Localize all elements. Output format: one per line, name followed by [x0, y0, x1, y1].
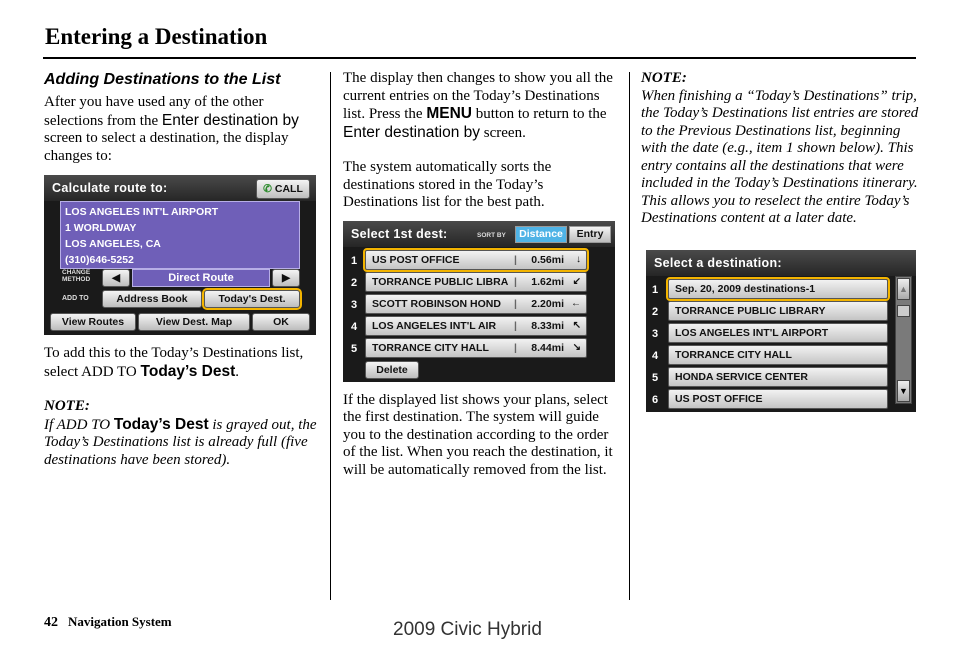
- text: .: [235, 363, 240, 380]
- screen-name: Enter destination by: [343, 123, 481, 141]
- call-label: CALL: [274, 183, 303, 195]
- scroll-thumb[interactable]: [897, 305, 910, 317]
- row-number: 6: [651, 393, 659, 406]
- column-1: [44, 70, 320, 469]
- column-2: [343, 70, 621, 479]
- sort-by-label: SORT BY: [477, 231, 506, 239]
- list-item-distance: 8.44mi: [531, 341, 564, 354]
- spacer: [343, 142, 621, 159]
- direction-arrow-icon: ↙: [572, 275, 581, 287]
- right-arrow-button[interactable]: [272, 269, 300, 287]
- page-title: Entering a Destination: [45, 24, 268, 49]
- button-name: Today’s Dest: [140, 362, 236, 380]
- text: screen.: [480, 124, 526, 141]
- change-method-label: [62, 269, 90, 283]
- list-item-name: TORRANCE CITY HALL: [372, 341, 489, 354]
- screen-title: Select a destination:: [646, 250, 916, 276]
- spacer: [44, 381, 320, 398]
- tab-distance[interactable]: Distance: [515, 226, 567, 243]
- direction-arrow-icon: ↘: [572, 341, 581, 353]
- address-line: LOS ANGELES INT'L AIRPORT: [65, 206, 219, 218]
- list-item[interactable]: TORRANCE PUBLIC LIBRARY: [668, 301, 888, 321]
- button-name: MENU: [426, 105, 472, 122]
- list-item-name: TORRANCE PUBLIC LIBRA: [372, 275, 509, 288]
- list-item-distance: 1.62mi: [531, 275, 564, 288]
- todays-dest-button[interactable]: Today's Dest.: [204, 290, 300, 308]
- list-item[interactable]: [365, 250, 587, 270]
- screen-title: Calculate route to:: [44, 175, 316, 201]
- direction-arrow-icon: ←: [571, 297, 581, 309]
- text: After you have used any of the other selections from the: [44, 94, 264, 129]
- row-number: 4: [350, 320, 358, 333]
- screen-name: Enter destination by: [161, 111, 299, 129]
- view-dest-map-button[interactable]: View Dest. Map: [138, 313, 250, 331]
- button-name: Today’s Dest: [113, 415, 209, 433]
- list-item[interactable]: US POST OFFICE: [668, 389, 888, 409]
- tab-entry[interactable]: Entry: [569, 226, 611, 243]
- screen-title: Select 1st dest:: [343, 221, 615, 247]
- list-item[interactable]: HONDA SERVICE CENTER: [668, 367, 888, 387]
- row-number: 5: [651, 371, 659, 384]
- row-number: 1: [651, 283, 659, 296]
- list-item[interactable]: [365, 272, 587, 292]
- list-item[interactable]: [365, 316, 587, 336]
- phone-icon: ✆: [263, 183, 272, 195]
- text: is grayed out, the Today’s Destinations list is already full (five destinations have been stored).: [44, 416, 317, 468]
- right-triangle-icon: ▶: [281, 272, 291, 284]
- add-paragraph: [44, 345, 320, 381]
- separator-icon: |: [514, 275, 517, 288]
- row-number: 1: [350, 254, 358, 267]
- label-line: CHANGE: [62, 269, 91, 276]
- row-number: 4: [651, 349, 659, 362]
- list-item-distance: 2.20mi: [531, 297, 564, 310]
- delete-button[interactable]: Delete: [365, 361, 419, 379]
- page-footer: [44, 614, 172, 631]
- add-to-label: ADD TO: [62, 295, 89, 302]
- separator-icon: |: [514, 341, 517, 354]
- list-item[interactable]: LOS ANGELES INT'L AIRPORT: [668, 323, 888, 343]
- row-number: 3: [350, 298, 358, 311]
- row-number: 3: [651, 327, 659, 340]
- row-number: 2: [350, 276, 358, 289]
- address-book-button[interactable]: Address Book: [102, 290, 202, 308]
- list-item[interactable]: Sep. 20, 2009 destinations-1: [668, 279, 888, 299]
- select-paragraph: If the displayed list shows your plans, select the first destination. The system will guide you to the destination according to the order of the list. When you reach the destination, it will be automatically removed from the list.: [343, 391, 613, 478]
- list-item[interactable]: [365, 338, 587, 358]
- direction-arrow-icon: ↓: [576, 253, 581, 265]
- select-destination-screen: [646, 250, 916, 412]
- left-triangle-icon: ◀: [111, 272, 121, 284]
- ok-button[interactable]: OK: [252, 313, 310, 331]
- section-name: Navigation System: [68, 614, 172, 629]
- address-line: 1 WORLDWAY: [65, 222, 137, 234]
- row-number: 5: [350, 342, 358, 355]
- sort-paragraph: The system automatically sorts the destinations stored in the Today’s Destinations list for the best path.: [343, 159, 552, 210]
- text: The display then changes to show you all the current entries on the Today’s Destinations list. Press the: [343, 70, 613, 122]
- text: screen to select a destination, the display changes to:: [44, 130, 289, 164]
- list-item-distance: 0.56mi: [531, 253, 564, 266]
- column-3: [641, 70, 921, 412]
- list-item-distance: 8.33mi: [531, 319, 564, 332]
- select-first-dest-screen: [343, 221, 615, 382]
- list-item-name: LOS ANGELES INT'L AIR: [372, 319, 497, 332]
- list-item-name: SCOTT ROBINSON HOND: [372, 297, 501, 310]
- scroll-down-icon[interactable]: ▼: [897, 380, 910, 402]
- note-label: NOTE:: [641, 70, 687, 86]
- separator-icon: |: [514, 319, 517, 332]
- intro-paragraph: [44, 94, 320, 165]
- calculate-route-screen: [44, 175, 316, 335]
- scrollbar[interactable]: [895, 276, 912, 404]
- watermark: 2009 Civic Hybrid: [393, 619, 542, 640]
- call-button[interactable]: [256, 179, 310, 199]
- list-item[interactable]: [365, 294, 587, 314]
- text: button to return to the: [471, 106, 607, 122]
- separator-icon: |: [514, 297, 517, 310]
- note-text: [44, 416, 320, 470]
- address-panel: [60, 201, 300, 269]
- direct-route-option[interactable]: Direct Route: [132, 269, 270, 287]
- scroll-up-icon[interactable]: ▲: [897, 278, 910, 300]
- left-arrow-button[interactable]: [102, 269, 130, 287]
- list-item[interactable]: TORRANCE CITY HALL: [668, 345, 888, 365]
- list-item-name: US POST OFFICE: [372, 253, 460, 266]
- label-line: METHOD: [62, 276, 91, 283]
- text: To add this to the Today’s Destinations list, select ADD TO: [44, 345, 304, 380]
- direction-arrow-icon: ↖: [572, 319, 581, 331]
- view-routes-button[interactable]: View Routes: [50, 313, 136, 331]
- page-number: 42: [44, 615, 58, 630]
- address-line: (310)646-5252: [65, 254, 134, 266]
- column-divider: [330, 72, 331, 600]
- display-paragraph: [343, 70, 621, 142]
- separator-icon: |: [514, 253, 517, 266]
- row-number: 2: [651, 305, 659, 318]
- note-text: When finishing a “Today’s Destinations” trip, the Today’s Destinations list entries are stored to the Previous Destinations list, beginning with the date (e.g., item 1 shown below). This entry contains all the destinations that were included in the Today’s Destinations itinerary. This allows you to reselect the entire Today’s Destinations content at a later date.: [641, 87, 919, 226]
- section-heading: Adding Destinations to the List: [44, 71, 281, 88]
- note-label: NOTE:: [44, 398, 90, 414]
- title-rule: [43, 57, 916, 59]
- address-line: LOS ANGELES, CA: [65, 238, 161, 250]
- column-divider: [629, 72, 630, 600]
- text: If ADD TO: [44, 416, 114, 433]
